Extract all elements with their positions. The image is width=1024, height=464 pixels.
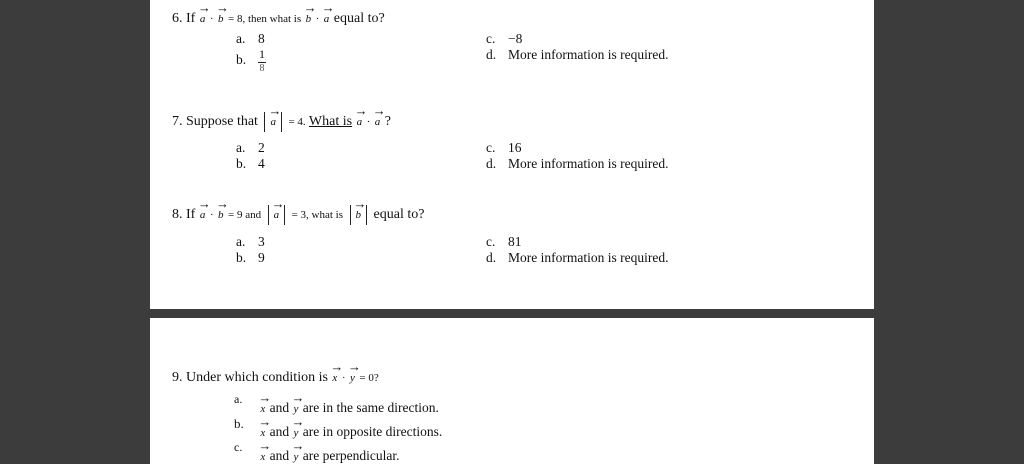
dot-operator: · xyxy=(315,13,320,25)
page-1 xyxy=(150,0,874,309)
option-b[interactable] xyxy=(236,250,265,266)
question-9 xyxy=(172,370,379,386)
option-letter: c. xyxy=(486,31,496,46)
option-text: are perpendicular. xyxy=(302,448,400,463)
option-text: 81 xyxy=(508,234,522,249)
vector-y: → y xyxy=(294,427,299,439)
question-text: = 9 and xyxy=(228,209,262,221)
option-text: 8 xyxy=(258,31,265,46)
option-letter: d. xyxy=(486,250,497,265)
question-text: = 8, then what is xyxy=(228,13,302,25)
vector-a: → a xyxy=(375,116,381,128)
vector-x: → x xyxy=(260,427,265,439)
question-text: If xyxy=(186,11,196,26)
vector-x: → x xyxy=(260,403,265,415)
option-c[interactable] xyxy=(486,140,522,156)
fraction xyxy=(258,47,266,74)
question-7 xyxy=(172,112,391,132)
option-b[interactable] xyxy=(234,416,442,440)
option-c[interactable] xyxy=(486,31,522,47)
vector-a: → a xyxy=(357,116,363,128)
option-text: and xyxy=(269,448,290,463)
option-text: and xyxy=(269,424,290,439)
vector-y: → y xyxy=(350,372,355,384)
question-number: 9. xyxy=(172,370,183,385)
page-2 xyxy=(150,318,874,464)
question-number: 8. xyxy=(172,207,183,222)
question-text: Under which condition is xyxy=(186,370,328,385)
question-text: = 4. xyxy=(288,116,306,128)
option-text: 9 xyxy=(258,250,265,265)
option-b[interactable] xyxy=(236,156,265,172)
option-letter: c. xyxy=(234,440,243,454)
vector-a: → a xyxy=(324,13,330,25)
vector-b: → b xyxy=(356,209,362,221)
question-number: 6. xyxy=(172,11,183,26)
option-letter: b. xyxy=(236,156,247,171)
vector-b: → b xyxy=(218,13,224,25)
question-text: equal to? xyxy=(373,207,425,222)
option-text: More information is required. xyxy=(508,47,669,62)
option-text: 16 xyxy=(508,140,522,155)
option-text: 4 xyxy=(258,156,265,171)
option-d[interactable] xyxy=(486,250,668,266)
question-text: equal to? xyxy=(333,11,385,26)
dot-operator: · xyxy=(209,13,214,25)
option-letter: d. xyxy=(486,156,497,171)
option-letter: d. xyxy=(486,47,497,62)
option-text: are in the same direction. xyxy=(302,400,439,415)
question-text: What is xyxy=(308,114,353,129)
question-6 xyxy=(172,11,385,27)
option-letter: c. xyxy=(486,234,496,249)
magnitude xyxy=(264,112,282,132)
question-text: If xyxy=(186,207,196,222)
dot-operator: · xyxy=(341,372,346,384)
option-a[interactable] xyxy=(236,31,265,47)
option-b[interactable] xyxy=(236,47,266,74)
option-text: More information is required. xyxy=(508,250,669,265)
magnitude xyxy=(350,205,368,225)
option-text: 2 xyxy=(258,140,265,155)
option-text: and xyxy=(269,400,290,415)
vector-a: → a xyxy=(200,13,206,25)
option-a[interactable] xyxy=(236,140,265,156)
option-letter: a. xyxy=(236,234,246,249)
option-c[interactable] xyxy=(486,234,522,250)
option-c[interactable] xyxy=(234,440,399,464)
vector-a: → a xyxy=(270,116,276,128)
option-letter: c. xyxy=(486,140,496,155)
option-d[interactable] xyxy=(486,47,668,63)
question-text: Suppose that xyxy=(186,114,258,129)
option-text: 3 xyxy=(258,234,265,249)
option-text: −8 xyxy=(508,31,523,46)
option-letter: a. xyxy=(234,392,243,406)
vector-a: → a xyxy=(274,209,280,221)
vector-y: → y xyxy=(294,451,299,463)
option-letter: b. xyxy=(236,250,247,265)
vector-b: → b xyxy=(218,209,224,221)
vector-a: → a xyxy=(200,209,206,221)
option-a[interactable] xyxy=(234,392,439,416)
option-text: More information is required. xyxy=(508,156,669,171)
vector-b: → b xyxy=(306,13,312,25)
vector-x: → x xyxy=(260,451,265,463)
option-letter: a. xyxy=(236,140,246,155)
question-text: = 0? xyxy=(359,372,379,384)
vector-y: → y xyxy=(294,403,299,415)
option-d[interactable] xyxy=(486,156,668,172)
option-letter: a. xyxy=(236,31,246,46)
question-text: ? xyxy=(384,114,391,129)
option-a[interactable] xyxy=(236,234,265,250)
option-letter: b. xyxy=(234,416,244,431)
vector-x: → x xyxy=(332,372,337,384)
fraction-numerator: 1 xyxy=(259,47,265,61)
question-number: 7. xyxy=(172,114,183,129)
question-text: = 3, what is xyxy=(291,209,344,221)
dot-operator: · xyxy=(209,209,214,221)
fraction-denominator: 8 xyxy=(259,63,265,74)
magnitude xyxy=(268,205,286,225)
dot-operator: · xyxy=(366,116,371,128)
option-text: are in opposite directions. xyxy=(302,424,443,439)
option-letter: b. xyxy=(236,51,247,67)
question-8 xyxy=(172,205,424,225)
